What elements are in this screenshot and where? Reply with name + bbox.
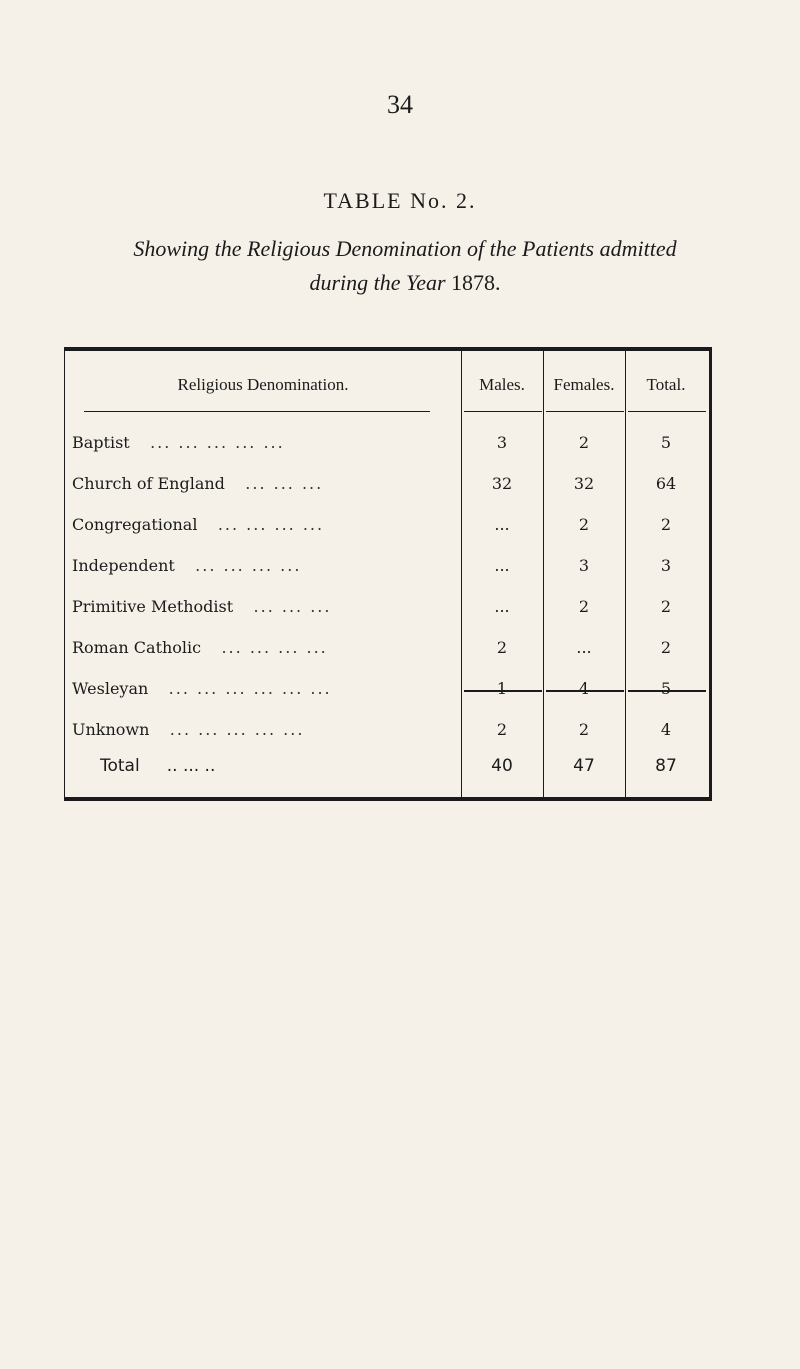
header-males: Males. [479, 375, 525, 394]
row-total: 3 [660, 556, 672, 575]
table-row [0, 597, 800, 627]
row-females: 3 [578, 556, 590, 575]
table-row [0, 638, 800, 668]
header-underline-males [464, 411, 542, 412]
row-total: 5 [660, 433, 672, 452]
row-males: ... [494, 515, 510, 534]
row-females: 2 [578, 515, 590, 534]
table-row [0, 679, 800, 709]
subtitle-line-2-prefix: during the Year [309, 270, 446, 295]
totals-males: 40 [491, 756, 513, 776]
row-denomination: Congregational ... ... ... ... [72, 515, 325, 534]
table-subtitle [60, 232, 750, 300]
leader-dots: ... ... ... ... ... [150, 433, 285, 452]
row-males: 2 [496, 638, 508, 657]
table-title: TABLE No. 2. [323, 188, 477, 213]
leader-dots: ... ... ... ... [221, 638, 328, 657]
row-denomination: Primitive Methodist ... ... ... [72, 597, 332, 616]
leader-dots: ... ... ... [253, 597, 332, 616]
row-males: ... [494, 556, 510, 575]
row-females: 2 [578, 597, 590, 616]
row-denomination: Church of England ... ... ... [72, 474, 324, 493]
row-females: 4 [578, 679, 590, 698]
row-total: 2 [660, 638, 672, 657]
row-denomination: Wesleyan ... ... ... ... ... ... [72, 679, 332, 698]
subtitle-line-2 [60, 266, 750, 300]
row-total: 2 [660, 515, 672, 534]
totals-females: 47 [573, 756, 595, 776]
header-total: Total. [646, 375, 686, 394]
row-denomination: Independent ... ... ... ... [72, 556, 302, 575]
row-males: 3 [496, 433, 508, 452]
row-females: 2 [578, 433, 590, 452]
row-males: 2 [496, 720, 508, 739]
header-denomination: Religious Denomination. [177, 375, 349, 394]
row-total: 2 [660, 597, 672, 616]
row-total: 64 [655, 474, 677, 493]
row-denomination: Roman Catholic ... ... ... ... [72, 638, 328, 657]
leader-dots: ... ... ... ... [217, 515, 325, 534]
row-males: 1 [496, 679, 508, 698]
row-males: ... [494, 597, 510, 616]
header-females: Females. [553, 375, 615, 394]
totals-total: 87 [655, 756, 677, 776]
leader-dots: ... ... ... ... [195, 556, 302, 575]
row-females: ... [576, 638, 592, 657]
row-total: 5 [660, 679, 672, 698]
header-underline-females [546, 411, 624, 412]
header-underline-total [628, 411, 706, 412]
subtitle-year: 1878. [451, 270, 501, 295]
row-total: 4 [660, 720, 672, 739]
table-row [0, 720, 800, 750]
page-number: 34 [387, 90, 413, 119]
table-row [0, 515, 800, 545]
row-females: 2 [578, 720, 590, 739]
leader-dots: ... ... ... [245, 474, 324, 493]
row-denomination: Unknown ... ... ... ... ... [72, 720, 305, 739]
leader-dots: ... ... ... ... ... [169, 720, 305, 739]
table-row [0, 474, 800, 504]
row-denomination: Baptist ... ... ... ... ... [72, 433, 285, 452]
subtitle-line-1: Showing the Religious Denomination of the Patients admitted [133, 236, 677, 261]
table-row [0, 433, 800, 463]
totals-label: Total .. ... .. [100, 756, 216, 776]
leader-dots: ... ... ... ... ... ... [168, 679, 332, 698]
leader-dots: .. ... .. [166, 756, 216, 776]
header-underline-denomination [84, 411, 430, 412]
row-females: 32 [573, 474, 595, 493]
table-row [0, 556, 800, 586]
row-males: 32 [491, 474, 513, 493]
